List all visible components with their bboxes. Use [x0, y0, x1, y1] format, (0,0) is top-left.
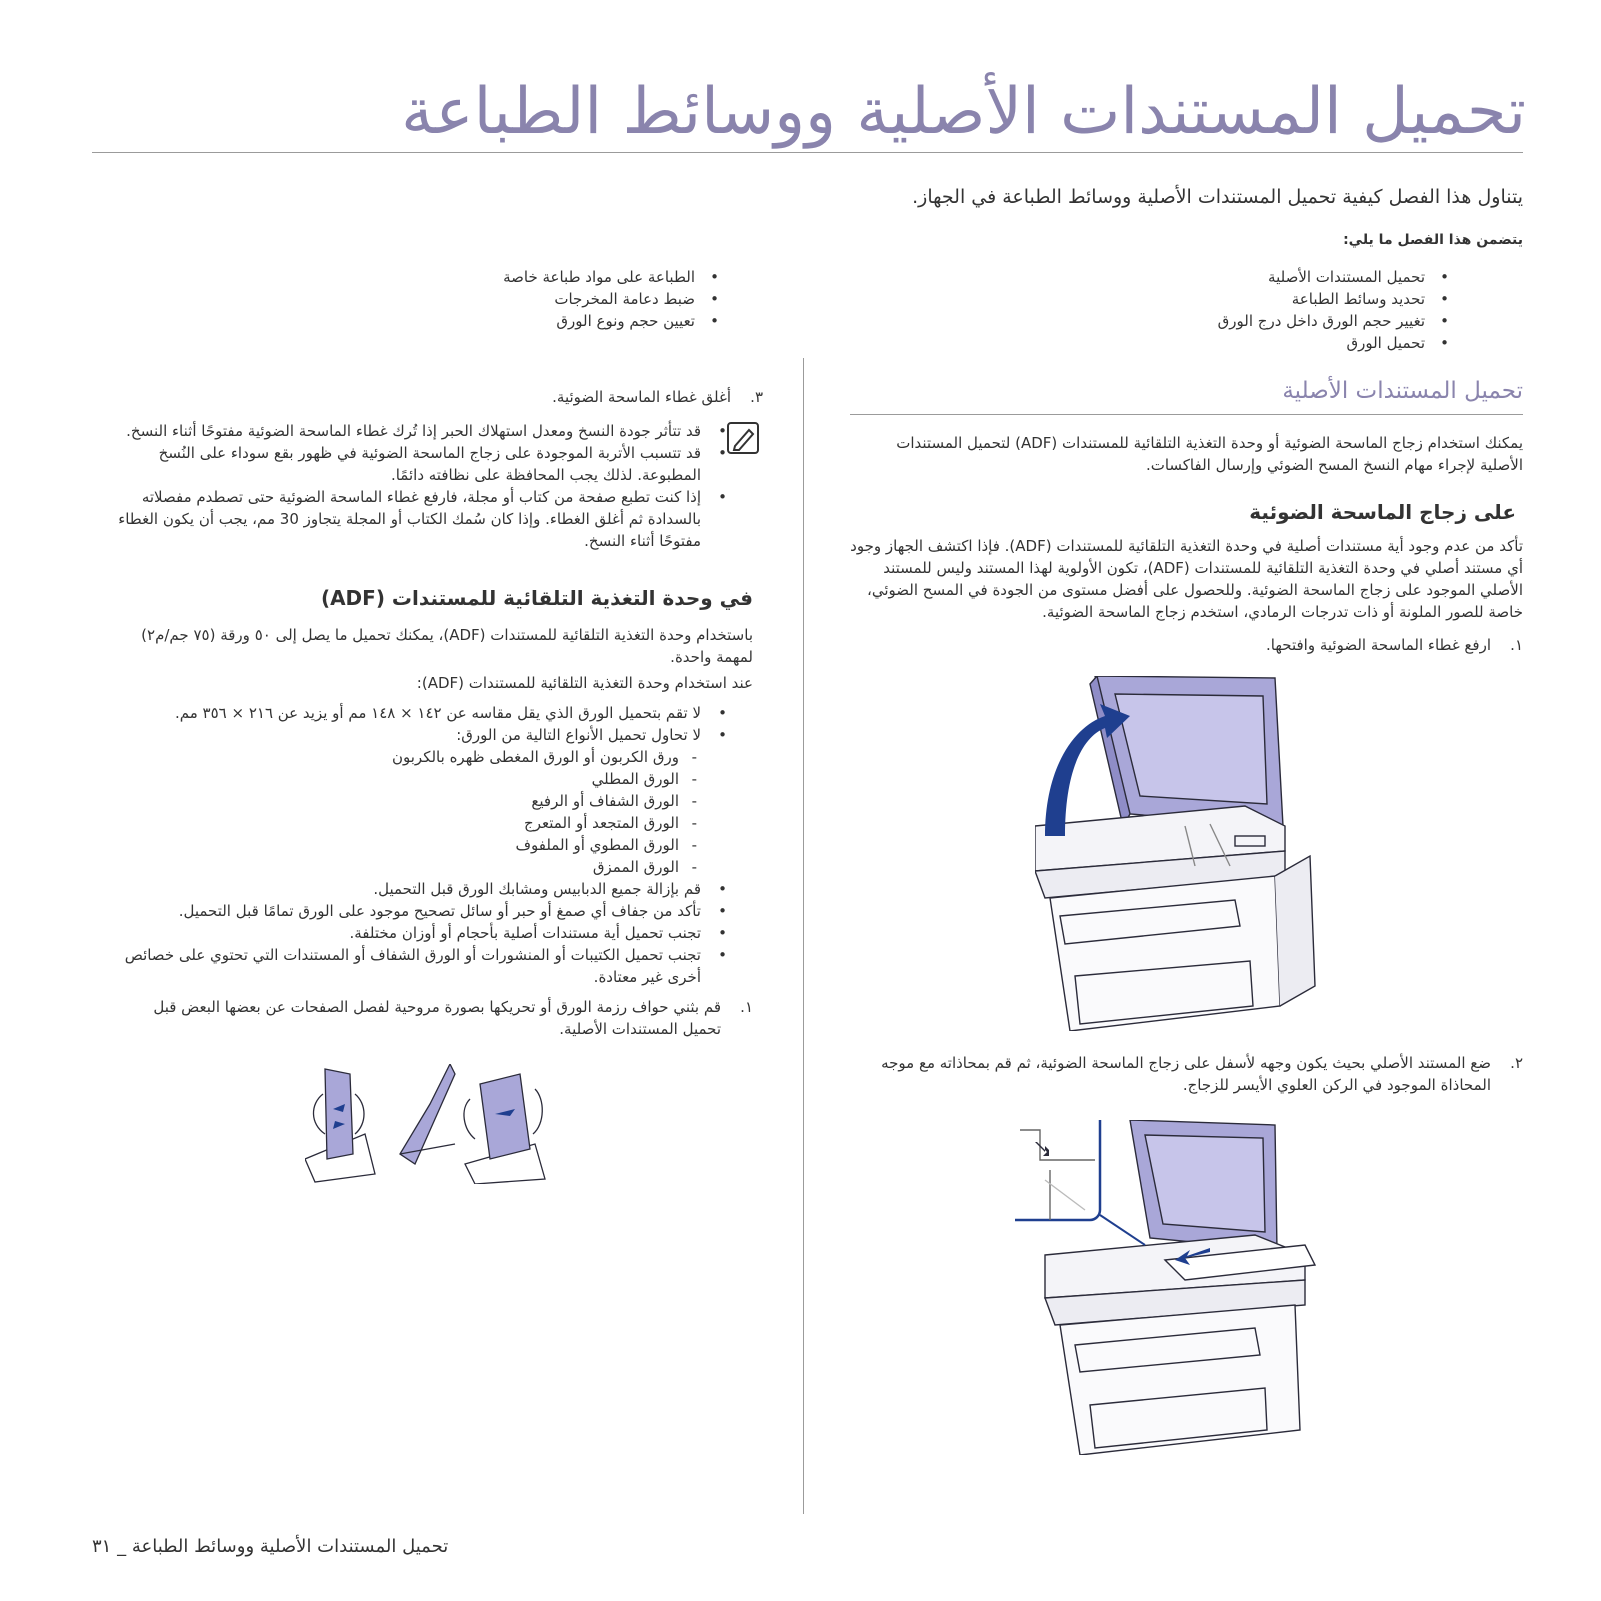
- glass-text: تأكد من عدم وجود أية مستندات أصلية في وحدة التغذية التلقائية للمستندات (ADF). فإذا اكتشف الجهاز وجود أي مستند أصلي في وحدة التغذية التلقائية للمستندات (ADF)، تكون الأولوية لهذا المستند وليس للمستند الأصلي الموجود على زجاج الماسحة الضوئية. وللحصول على أفضل مستوى من الجودة في المسح الضوئي، خاصة للصور الملونة أو ذات تدرجات الرمادي، استخدم زجاج الماسحة الضوئية.: [850, 537, 1523, 621]
- adf-rule: • تجنب تحميل الكتيبات أو المنشورات أو الورق الشفاف أو المستندات التي تحتوي على خصائص أخرى غير معتادة.: [100, 944, 731, 988]
- adf-rule-text: لا تحاول تحميل الأنواع التالية من الورق:: [456, 726, 701, 744]
- page-title: تحميل المستندات الأصلية ووسائط الطباعة: [401, 75, 1526, 149]
- step-number: ١.: [1510, 636, 1523, 654]
- toc-item[interactable]: • تحديد وسائط الطباعة: [1218, 288, 1451, 310]
- glass-step-2: [850, 1052, 1523, 1096]
- title-divider: [92, 152, 1523, 153]
- place-original-illustration: [1015, 1120, 1355, 1455]
- section-divider: [850, 414, 1523, 415]
- paper-type: - الورق المطلي: [100, 768, 701, 790]
- toc-item[interactable]: • ضبط دعامة المخرجات: [503, 288, 721, 310]
- paper-type: - الورق المتجعد أو المتعرج: [100, 812, 701, 834]
- glass-step-1: [850, 634, 1523, 656]
- adf-rule: • تأكد من جفاف أي صمغ أو حبر أو سائل تصحيح موجود على الورق تمامًا قبل التحميل.: [100, 900, 731, 922]
- footer-chapter: تحميل المستندات الأصلية ووسائط الطباعة: [131, 1536, 449, 1557]
- toc-item[interactable]: • تحميل المستندات الأصلية: [1218, 266, 1451, 288]
- step-text: قم بثني حواف رزمة الورق أو تحريكها بصورة مروحية لفصل الصفحات عن بعضها البعض قبل تحميل المستندات الأصلية.: [153, 998, 721, 1038]
- paper-type: - الورق الممزق: [100, 856, 701, 878]
- glass-step-3: [100, 386, 763, 408]
- footer-separator: _: [117, 1536, 127, 1557]
- page-number: ٣١: [92, 1536, 112, 1557]
- fan-paper-illustration: [305, 1064, 550, 1184]
- toc-item[interactable]: • تغيير حجم الورق داخل درج الورق: [1218, 310, 1451, 332]
- paper-type: - ورق الكربون أو الورق المغطى ظهره بالكربون: [100, 746, 701, 768]
- paper-type: - الورق الشفاف أو الرفيع: [100, 790, 701, 812]
- step-text: ارفع غطاء الماسحة الضوئية وافتحها.: [1266, 636, 1491, 654]
- note-item: • قد تتسبب الأتربة الموجودة على زجاج الماسحة الضوئية في ظهور بقع سوداء على النُسخ المطبوعة. لذلك يجب المحافظة على نظافته دائمًا.: [100, 442, 731, 486]
- scanner-lid-open-illustration: [1035, 676, 1325, 1031]
- toc-item[interactable]: • الطباعة على مواد طباعة خاصة: [503, 266, 721, 288]
- glass-subtitle: على زجاج الماسحة الضوئية: [1249, 500, 1516, 524]
- toc-item[interactable]: • تعيين حجم ونوع الورق: [503, 310, 721, 332]
- section-title: تحميل المستندات الأصلية: [1282, 378, 1523, 404]
- step-number: ٢.: [1510, 1054, 1523, 1072]
- page-footer: [92, 1536, 448, 1557]
- note-list: [100, 420, 731, 552]
- step-text: ضع المستند الأصلي بحيث يكون وجهه لأسفل على زجاج الماسحة الضوئية، ثم قم بمحاذاته مع موجه المحاذاة الموجود في الركن العلوي الأيسر للزجاج.: [881, 1054, 1491, 1094]
- toc-list-right: [1218, 266, 1451, 354]
- note-item: • إذا كنت تطبع صفحة من كتاب أو مجلة، فارفع غطاء الماسحة الضوئية حتى تصطدم مفصلاته بالسدادة ثم أغلق الغطاء. وإذا كان سُمك الكتاب أو المجلة يتجاوز 30 مم، يجب أن يكون الغطاء مفتوحًا أثناء النسخ.: [100, 486, 731, 552]
- adf-rule: • تجنب تحميل أية مستندات أصلية بأحجام أو أوزان مختلفة.: [100, 922, 731, 944]
- adf-step-1: [130, 996, 753, 1040]
- note-item: • قد تتأثر جودة النسخ ومعدل استهلاك الحبر إذا تُرك غطاء الماسحة الضوئية مفتوحًا أثناء النسخ.: [100, 420, 731, 442]
- adf-rule: [100, 724, 731, 878]
- step-number: ١.: [740, 998, 753, 1016]
- note-pencil-icon: [727, 422, 759, 454]
- chapter-intro: يتناول هذا الفصل كيفية تحميل المستندات الأصلية ووسائط الطباعة في الجهاز.: [912, 186, 1523, 208]
- adf-when-label: عند استخدام وحدة التغذية التلقائية للمستندات (ADF):: [416, 674, 753, 692]
- adf-subtitle: في وحدة التغذية التلقائية للمستندات (ADF): [320, 586, 753, 610]
- section-text: يمكنك استخدام زجاج الماسحة الضوئية أو وحدة التغذية التلقائية للمستندات (ADF) لتحميل المستندات الأصلية لإجراء مهام النسخ المسح الضوئي وإرسال الفاكسات.: [896, 434, 1523, 474]
- paper-types-list: [100, 746, 701, 878]
- adf-text: باستخدام وحدة التغذية التلقائية للمستندات (ADF)، يمكنك تحميل ما يصل إلى ٥٠ ورقة (٧٥ جم/م٢) لمهمة واحدة.: [141, 626, 753, 666]
- adf-rule: • قم بإزالة جميع الدبابيس ومشابك الورق قبل التحميل.: [100, 878, 731, 900]
- step-number: ٣.: [750, 388, 763, 406]
- toc-item[interactable]: • تحميل الورق: [1218, 332, 1451, 354]
- includes-label: يتضمن هذا الفصل ما يلي:: [1343, 232, 1523, 248]
- adf-rules-list: [100, 702, 731, 988]
- adf-rule: • لا تقم بتحميل الورق الذي يقل مقاسه عن ١٤٢ × ١٤٨ مم أو يزيد عن ٢١٦ × ٣٥٦ مم.: [100, 702, 731, 724]
- toc-list-left: [503, 266, 721, 332]
- paper-type: - الورق المطوي أو الملفوف: [100, 834, 701, 856]
- column-divider: [803, 358, 804, 1514]
- step-text: أغلق غطاء الماسحة الضوئية.: [552, 388, 731, 406]
